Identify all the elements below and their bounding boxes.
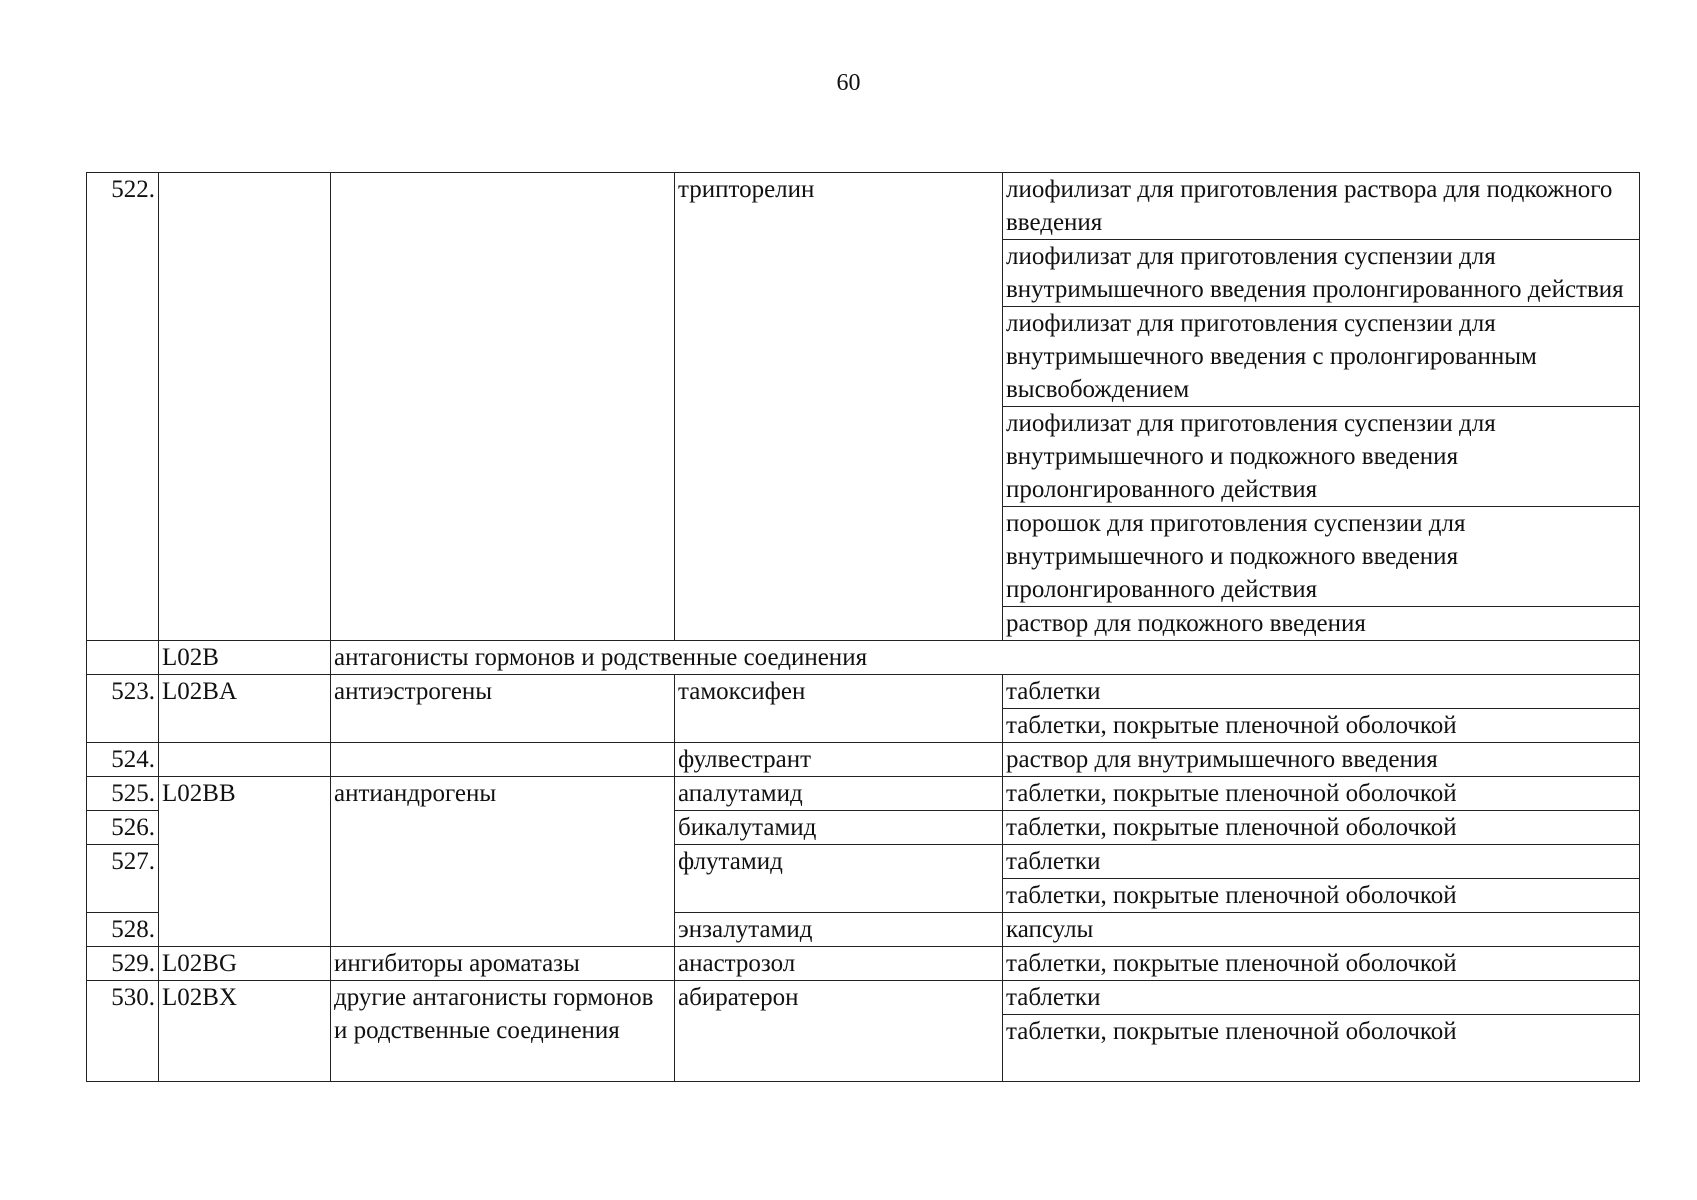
row-number: 529. <box>87 947 159 981</box>
table-row <box>87 777 1640 811</box>
dosage-form: раствор для подкожного введения <box>1003 607 1640 641</box>
atc-code: L02BA <box>159 675 331 743</box>
row-number: 530. <box>87 981 159 1082</box>
row-number: 527. <box>87 845 159 913</box>
dosage-form: таблетки, покрытые пленочной оболочкой <box>1003 947 1640 981</box>
dosage-form: раствор для внутримышечного введения <box>1003 743 1640 777</box>
dosage-form: лиофилизат для приготовления суспензии для внутримышечного и подкожного введения пролонгированного действия <box>1003 407 1640 507</box>
group-name: антиандрогены <box>331 777 675 947</box>
group-name-cell <box>331 173 675 641</box>
group-name-cell <box>331 743 675 777</box>
row-number: 526. <box>87 811 159 845</box>
atc-code-cell <box>159 743 331 777</box>
dosage-form: лиофилизат для приготовления суспензии для внутримышечного введения с пролонгированным высвобождением <box>1003 307 1640 407</box>
group-name: антагонисты гормонов и родственные соединения <box>331 641 1640 675</box>
medicines-table <box>86 172 1640 1082</box>
row-number <box>87 641 159 675</box>
dosage-form: лиофилизат для приготовления раствора для подкожного введения <box>1003 173 1640 240</box>
drug-name: анастрозол <box>675 947 1003 981</box>
group-header-row <box>87 641 1640 675</box>
dosage-form: таблетки, покрытые пленочной оболочкой <box>1003 777 1640 811</box>
dosage-form: лиофилизат для приготовления суспензии для внутримышечного введения пролонгированного действия <box>1003 240 1640 307</box>
table-row <box>87 981 1640 1015</box>
group-name: другие антагонисты гормонов и родственные соединения <box>331 981 675 1082</box>
group-name: антиэстрогены <box>331 675 675 743</box>
atc-code: L02BB <box>159 777 331 947</box>
table-row <box>87 173 1640 240</box>
dosage-form: таблетки, покрытые пленочной оболочкой <box>1003 811 1640 845</box>
table-row <box>87 675 1640 709</box>
row-number: 523. <box>87 675 159 743</box>
row-number: 522. <box>87 173 159 641</box>
row-number: 524. <box>87 743 159 777</box>
table-row <box>87 743 1640 777</box>
drug-name: апалутамид <box>675 777 1003 811</box>
dosage-form: таблетки <box>1003 675 1640 709</box>
dosage-form: капсулы <box>1003 913 1640 947</box>
drug-name: фулвестрант <box>675 743 1003 777</box>
atc-code-cell <box>159 173 331 641</box>
atc-code: L02BX <box>159 981 331 1082</box>
table-row <box>87 947 1640 981</box>
dosage-form: таблетки <box>1003 981 1640 1015</box>
row-number: 525. <box>87 777 159 811</box>
dosage-form: таблетки, покрытые пленочной оболочкой <box>1003 709 1640 743</box>
dosage-form-empty <box>1003 1048 1640 1081</box>
dosage-form: таблетки <box>1003 845 1640 879</box>
dosage-form: порошок для приготовления суспензии для внутримышечного и подкожного введения пролонгированного действия <box>1003 507 1640 607</box>
row-number: 528. <box>87 913 159 947</box>
drug-name: флутамид <box>675 845 1003 913</box>
drug-name: бикалутамид <box>675 811 1003 845</box>
drug-name: тамоксифен <box>675 675 1003 743</box>
drug-name: трипторелин <box>675 173 1003 641</box>
dosage-form: таблетки, покрытые пленочной оболочкой <box>1003 879 1640 913</box>
group-name: ингибиторы ароматазы <box>331 947 675 981</box>
drug-name: абиратерон <box>675 981 1003 1082</box>
dosage-form: таблетки, покрытые пленочной оболочкой <box>1003 1015 1640 1049</box>
page-number: 60 <box>836 70 861 96</box>
atc-code: L02B <box>159 641 331 675</box>
atc-code: L02BG <box>159 947 331 981</box>
drug-name: энзалутамид <box>675 913 1003 947</box>
